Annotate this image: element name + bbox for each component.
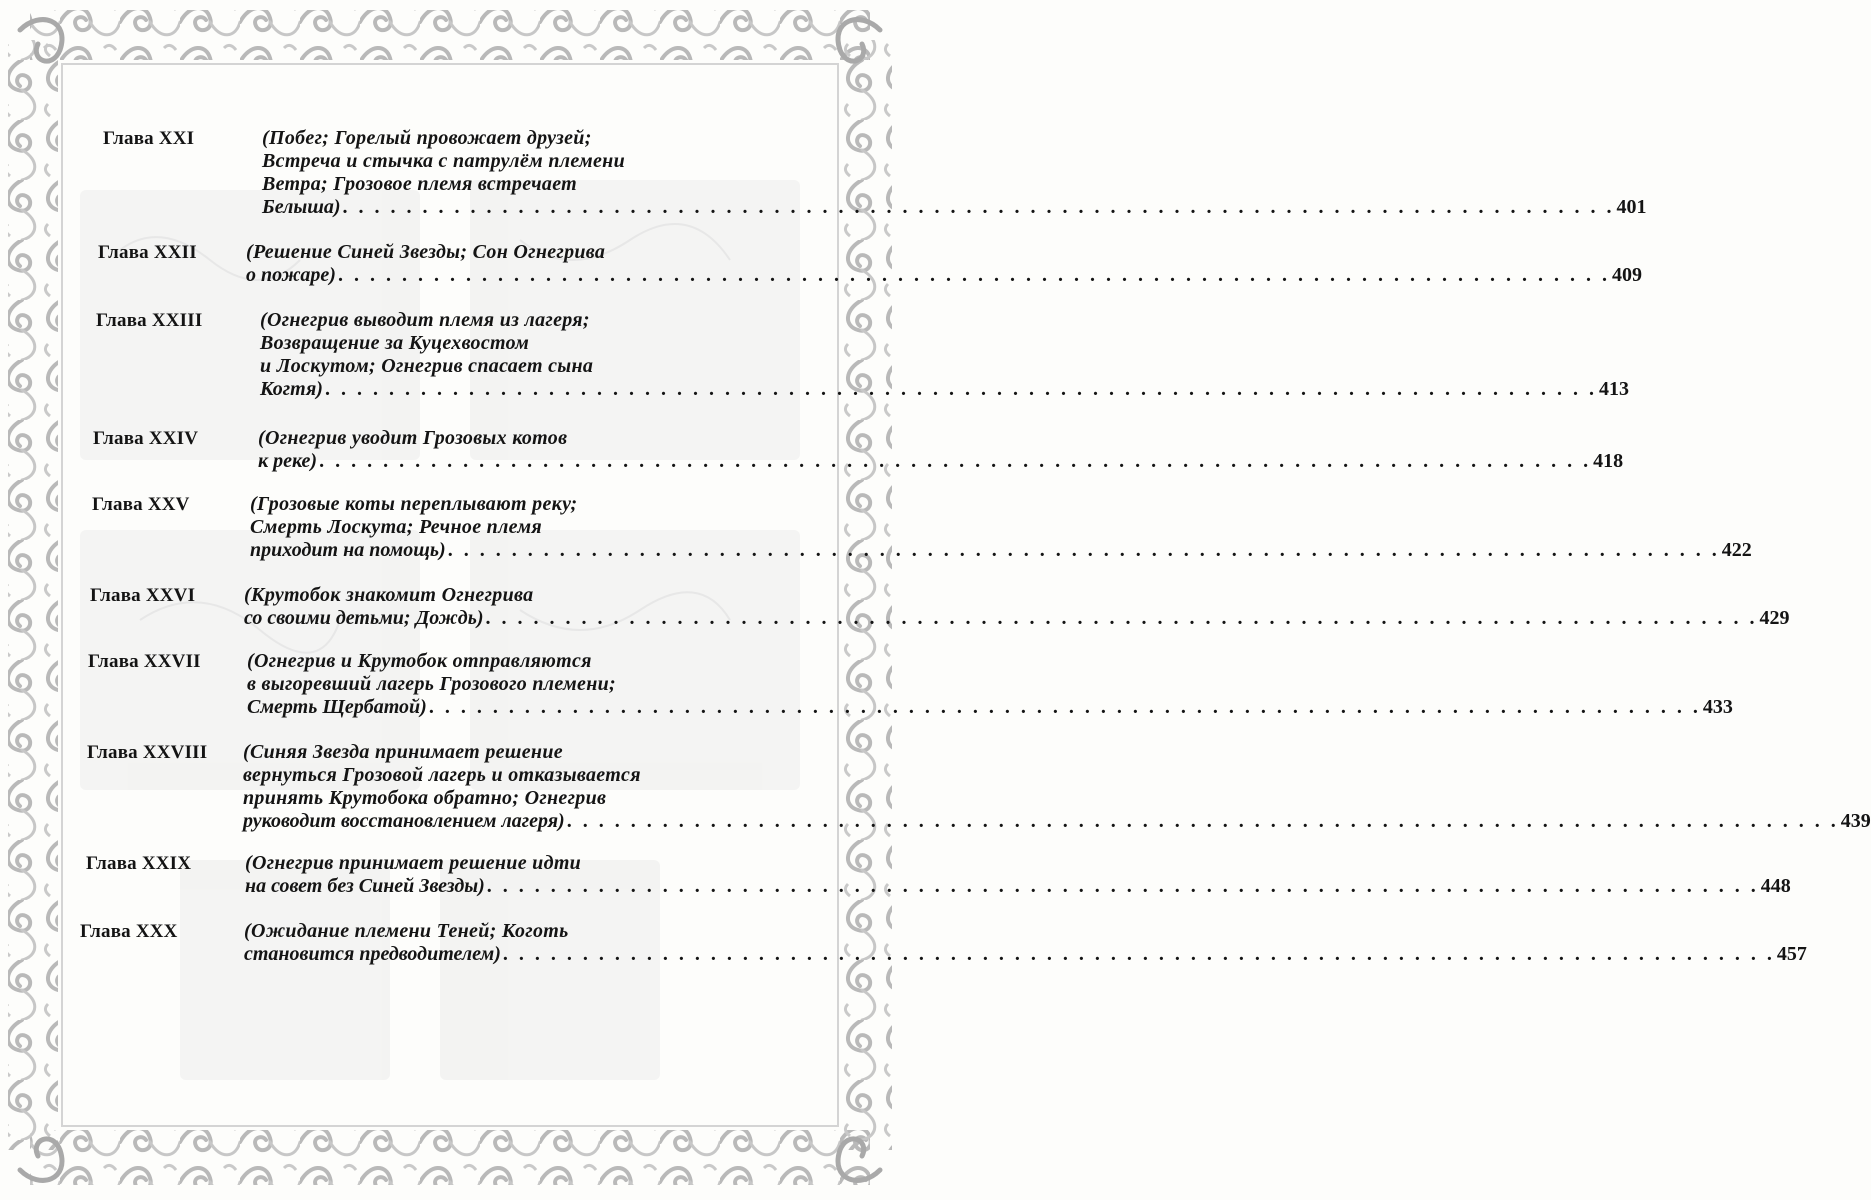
toc-entry: [0, 127, 1647, 218]
chapter-summary-line: (Решение Синей Звезды; Сон Огнегрива: [246, 241, 606, 263]
chapter-summary-text: о пожаре): [246, 264, 336, 286]
chapter-summary-last-line: [258, 449, 1624, 473]
page-number: 422: [1721, 539, 1752, 561]
chapter-number: Глава XXI: [103, 128, 195, 149]
chapter-summary-text: Белыша): [262, 196, 341, 218]
chapter-summary-line: (Огнегрив уводит Грозовых котов: [258, 427, 568, 449]
chapter-summary-text: Когтя): [260, 378, 323, 400]
toc-entry: [0, 493, 1752, 574]
chapter-summary-text: со своими детьми; Дождь): [244, 607, 484, 629]
dot-leader: . . . . . . . . . . . . . . . . . . . . . . . . . . . . . . . . . . . . . . . . . . . . . . . . . . . . . . . . . . . . . . . . . . . . . . . . . . . . . . . .: [566, 810, 1839, 832]
dot-leader: . . . . . . . . . . . . . . . . . . . . . . . . . . . . . . . . . . . . . . . . . . . . . . . . . . . . . . . . . . . . . . . . . . . . . . . . . . . . . . . .: [342, 196, 1615, 218]
chapter-summary-line: принять Крутобока обратно; Огнегрив: [243, 787, 607, 809]
chapter-summary-line: и Лоскутом; Огнегрив спасает сына: [260, 355, 594, 377]
chapter-summary-last-line: [244, 606, 1790, 630]
toc-entry: [0, 741, 1871, 832]
chapter-summary-line: (Ожидание племени Теней; Коготь: [244, 920, 569, 942]
chapter-number: Глава XXVIII: [87, 742, 208, 763]
chapter-summary-line: (Огнегрив принимает решение идти: [245, 852, 582, 874]
chapter-summary-text: становится предводителем): [244, 943, 501, 965]
page-number: 433: [1702, 696, 1733, 718]
page-number: 418: [1593, 450, 1624, 472]
chapter-number: Глава XXIX: [86, 853, 192, 874]
page-number: 457: [1776, 943, 1807, 965]
page-number: 429: [1759, 607, 1790, 629]
dot-leader: . . . . . . . . . . . . . . . . . . . . . . . . . . . . . . . . . . . . . . . . . . . . . . . . . . . . . . . . . . . . . . . . . . . . . . . . . . . . . . . .: [502, 943, 1775, 965]
page-number: 401: [1616, 196, 1647, 218]
chapter-summary-line: в выгоревший лагерь Грозового племени;: [247, 673, 616, 695]
dot-leader: . . . . . . . . . . . . . . . . . . . . . . . . . . . . . . . . . . . . . . . . . . . . . . . . . . . . . . . . . . . . . . . . . . . . . . . . . . . . . . . .: [486, 875, 1759, 897]
chapter-summary-line: (Грозовые коты переплывают реку;: [250, 493, 578, 515]
chapter-number: Глава XXVI: [90, 585, 196, 606]
chapter-summary-last-line: [262, 195, 1647, 219]
chapter-summary-line: Смерть Лоскута; Речное племя: [250, 516, 542, 538]
dot-leader: . . . . . . . . . . . . . . . . . . . . . . . . . . . . . . . . . . . . . . . . . . . . . . . . . . . . . . . . . . . . . . . . . . . . . . . . . . . . . . . .: [485, 607, 1758, 629]
chapter-number: Глава XXIII: [96, 310, 203, 331]
toc-entry: [0, 650, 1733, 731]
chapter-summary-last-line: [244, 942, 1807, 966]
chapter-summary-text: к реке): [258, 450, 318, 472]
chapter-number: Глава XXIV: [93, 428, 199, 449]
chapter-number: Глава XXII: [98, 242, 197, 263]
chapter-summary-last-line: [243, 809, 1871, 833]
chapter-summary-line: (Крутобок знакомит Огнегрива: [244, 584, 534, 606]
chapter-summary-line: (Огнегрив и Крутобок отправляются: [247, 650, 592, 672]
chapter-summary-text: приходит на помощь): [250, 539, 446, 561]
chapter-summary-line: (Синяя Звезда принимает решение: [243, 741, 563, 763]
chapter-summary-last-line: [246, 263, 1642, 287]
chapter-summary-last-line: [247, 695, 1733, 719]
chapter-summary-line: Возвращение за Куцехвостом: [260, 332, 530, 354]
chapter-number: Глава XXV: [92, 494, 190, 515]
chapter-number: Глава XXX: [80, 921, 178, 942]
page-number: 409: [1611, 264, 1642, 286]
chapter-summary-last-line: [245, 874, 1791, 898]
chapter-summary-line: Ветра; Грозовое племя встречает: [262, 173, 577, 195]
page-number: 439: [1840, 810, 1871, 832]
dot-leader: . . . . . . . . . . . . . . . . . . . . . . . . . . . . . . . . . . . . . . . . . . . . . . . . . . . . . . . . . . . . . . . . . . . . . . . . . . . . . . . .: [319, 450, 1592, 472]
chapter-summary-line: (Огнегрив выводит племя из лагеря;: [260, 309, 590, 331]
chapter-summary-text: руководит восстановлением лагеря): [243, 810, 565, 832]
chapter-summary-last-line: [260, 377, 1629, 401]
chapter-summary-text: Смерть Щербатой): [247, 696, 427, 718]
dot-leader: . . . . . . . . . . . . . . . . . . . . . . . . . . . . . . . . . . . . . . . . . . . . . . . . . . . . . . . . . . . . . . . . . . . . . . . . . . . . . . . .: [428, 696, 1701, 718]
toc-entry: [0, 920, 1807, 1001]
chapter-summary-line: вернуться Грозовой лагерь и отказывается: [243, 764, 641, 786]
chapter-summary-line: Встреча и стычка с патрулём племени: [262, 150, 625, 172]
chapter-summary-line: (Побег; Горелый провожает друзей;: [262, 127, 592, 149]
dot-leader: . . . . . . . . . . . . . . . . . . . . . . . . . . . . . . . . . . . . . . . . . . . . . . . . . . . . . . . . . . . . . . . . . . . . . . . . . . . . . . . .: [324, 378, 1597, 400]
dot-leader: . . . . . . . . . . . . . . . . . . . . . . . . . . . . . . . . . . . . . . . . . . . . . . . . . . . . . . . . . . . . . . . . . . . . . . . . . . . . . . . .: [447, 539, 1720, 561]
page-number: 448: [1760, 875, 1791, 897]
dot-leader: . . . . . . . . . . . . . . . . . . . . . . . . . . . . . . . . . . . . . . . . . . . . . . . . . . . . . . . . . . . . . . . . . . . . . . . . . . . . . . . .: [337, 264, 1610, 286]
chapter-summary-text: на совет без Синей Звезды): [245, 875, 485, 897]
toc-entry: [0, 309, 1629, 400]
chapter-summary-last-line: [250, 538, 1752, 562]
page-number: 413: [1598, 378, 1629, 400]
chapter-number: Глава XXVII: [88, 651, 201, 672]
